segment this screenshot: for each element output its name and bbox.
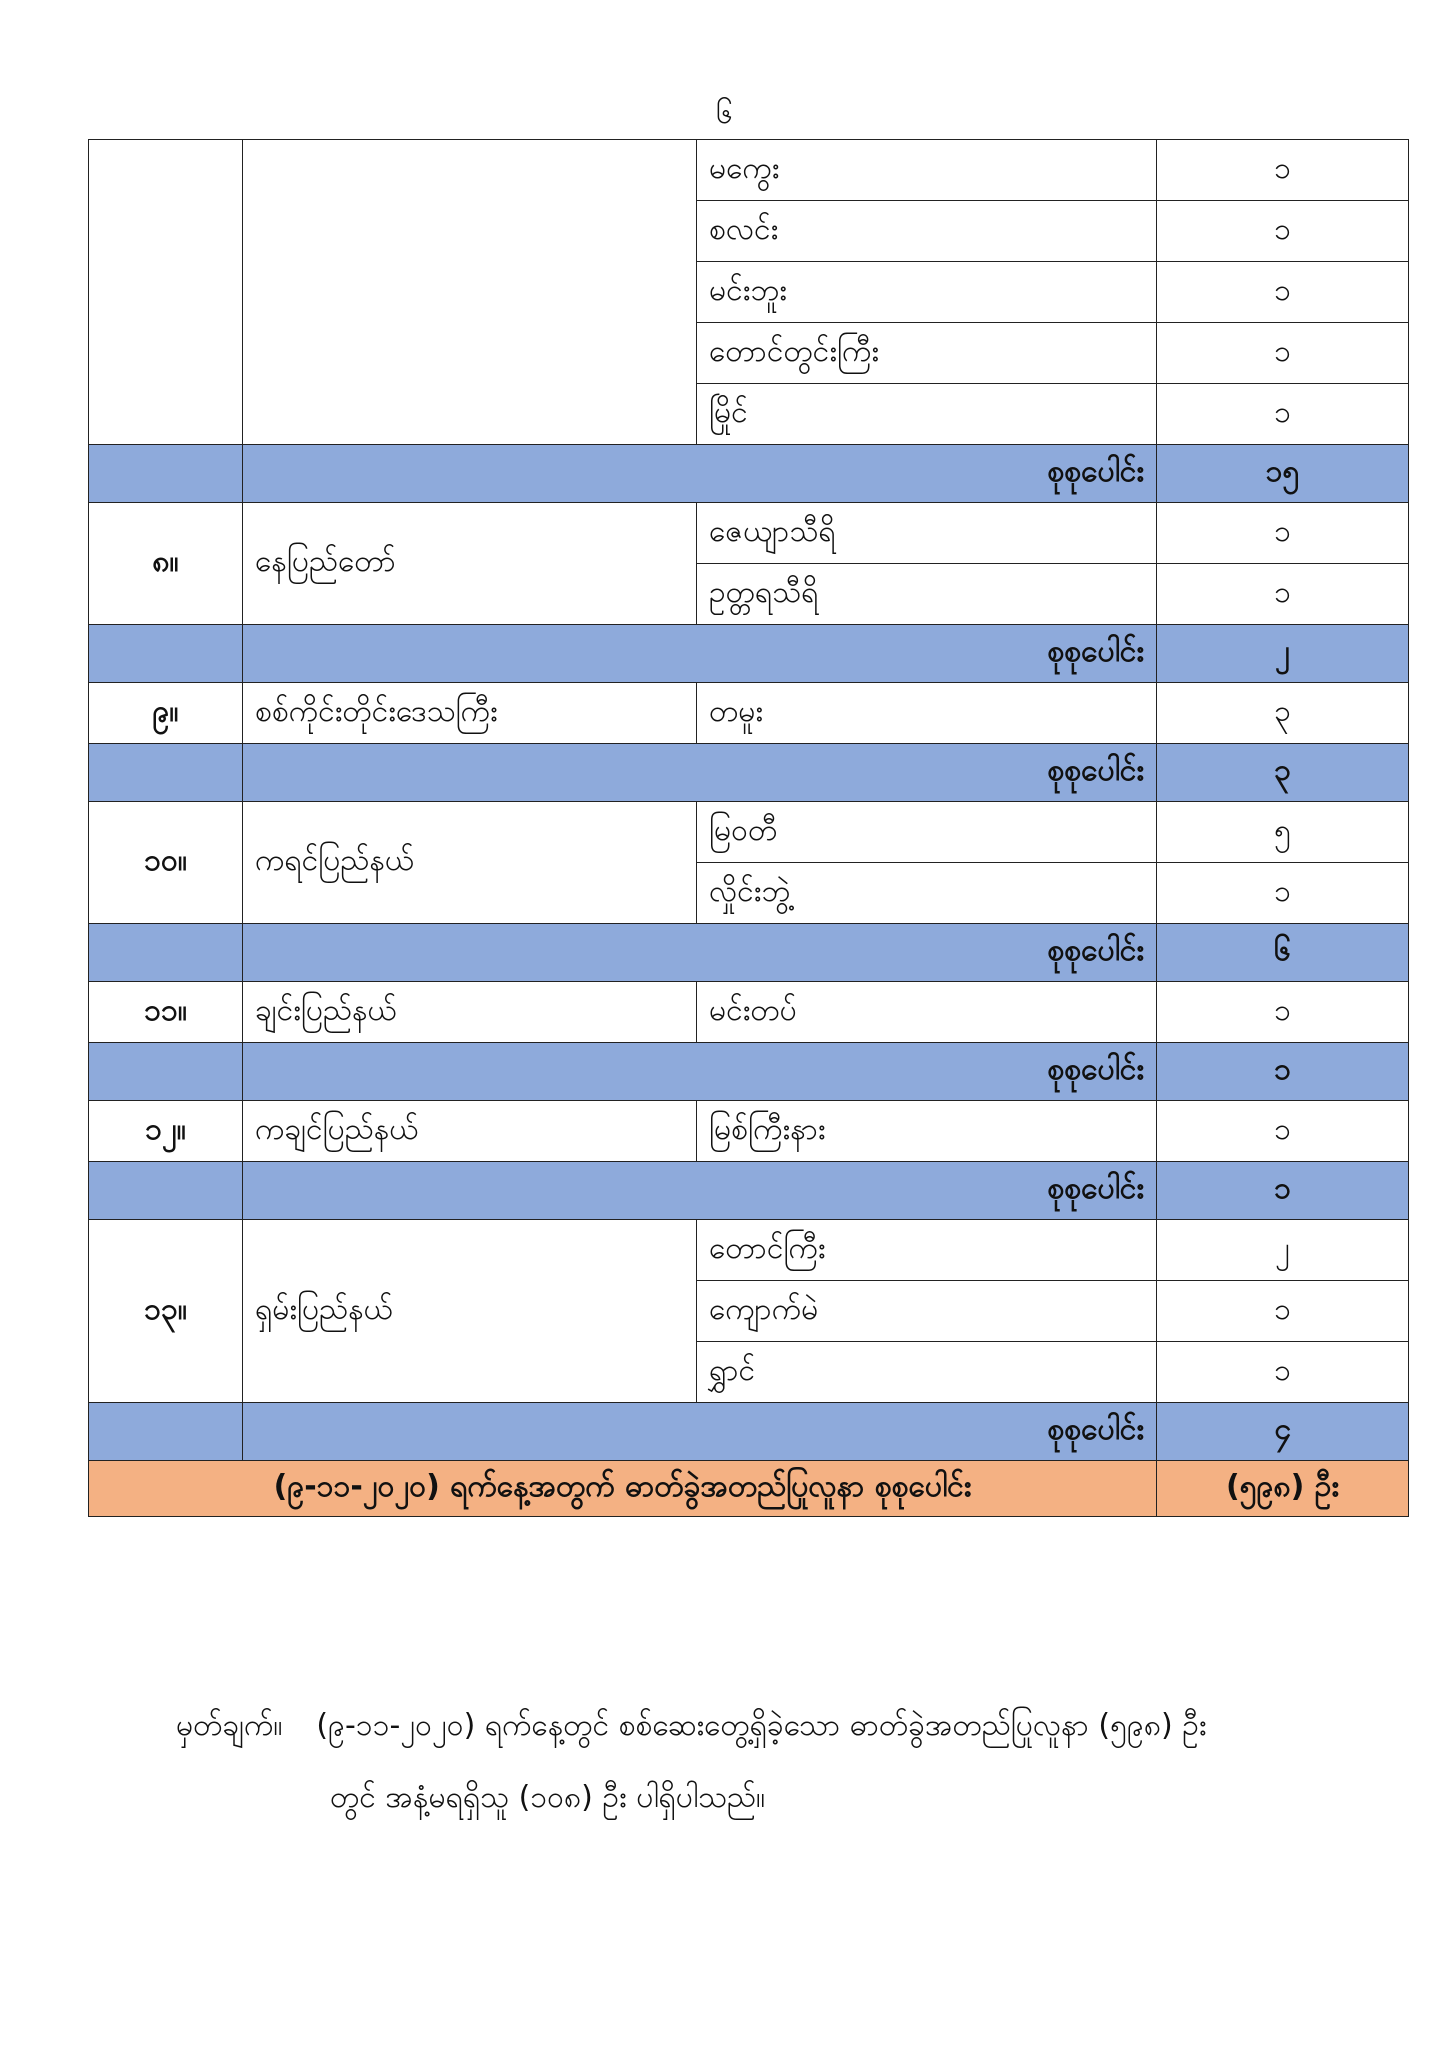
footnote-label: မှတ်ချက်။ <box>176 1708 283 1743</box>
township-name: ရွှာင် <box>697 1342 1157 1403</box>
subtotal-label: စုစုပေါင်း <box>243 625 1157 683</box>
region-name: ရှမ်းပြည်နယ် <box>243 1220 697 1403</box>
case-count: ၁ <box>1157 1101 1409 1162</box>
case-count: ၁ <box>1157 982 1409 1043</box>
township-name: စလင်း <box>697 201 1157 262</box>
case-count: ၁ <box>1157 201 1409 262</box>
region-name: ကရင်ပြည်နယ် <box>243 802 697 924</box>
subtotal-blank-cell <box>89 445 243 503</box>
table-row <box>89 1220 1409 1281</box>
table-body <box>89 140 1409 1517</box>
row-number: ၁၀။ <box>89 802 243 924</box>
row-number <box>89 140 243 445</box>
subtotal-row <box>89 1043 1409 1101</box>
subtotal-value: ၁၅ <box>1157 445 1409 503</box>
subtotal-blank-cell <box>89 924 243 982</box>
region-name: စစ်ကိုင်းတိုင်းဒေသကြီး <box>243 683 697 744</box>
subtotal-blank-cell <box>89 1403 243 1461</box>
page-number: ၆ <box>716 96 733 131</box>
case-count: ၃ <box>1157 683 1409 744</box>
row-number: ၉။ <box>89 683 243 744</box>
case-count: ၁ <box>1157 564 1409 625</box>
table-row <box>89 982 1409 1043</box>
township-name: မင်းဘူး <box>697 262 1157 323</box>
subtotal-row <box>89 744 1409 802</box>
case-count: ၅ <box>1157 802 1409 863</box>
row-number: ၈။ <box>89 503 243 625</box>
subtotal-blank-cell <box>89 1043 243 1101</box>
subtotal-blank-cell <box>89 744 243 802</box>
township-name: ဇေယျာသီရိ <box>697 503 1157 564</box>
region-name: ကချင်ပြည်နယ် <box>243 1101 697 1162</box>
subtotal-label: စုစုပေါင်း <box>243 924 1157 982</box>
grand-total-label: (၉-၁၁-၂၀၂၀) ရက်နေ့အတွက် ဓာတ်ခွဲအတည်ပြုလူနာ စုစုပေါင်း <box>89 1461 1157 1517</box>
subtotal-label: စုစုပေါင်း <box>243 445 1157 503</box>
grand-total-value: (၅၉၈) ဦး <box>1157 1461 1409 1517</box>
subtotal-value: ၄ <box>1157 1403 1409 1461</box>
township-name: မြိုင် <box>697 384 1157 445</box>
footnote <box>176 1690 1386 1834</box>
subtotal-row <box>89 924 1409 982</box>
township-name: တောင်ကြီး <box>697 1220 1157 1281</box>
case-count: ၁ <box>1157 1342 1409 1403</box>
row-number: ၁၃။ <box>89 1220 243 1403</box>
row-number: ၁၂။ <box>89 1101 243 1162</box>
subtotal-value: ၃ <box>1157 744 1409 802</box>
township-name: မြဝတီ <box>697 802 1157 863</box>
subtotal-label: စုစုပေါင်း <box>243 1043 1157 1101</box>
subtotal-row <box>89 1162 1409 1220</box>
subtotal-value: ၂ <box>1157 625 1409 683</box>
region-name: ချင်းပြည်နယ် <box>243 982 697 1043</box>
township-name: မကွေး <box>697 140 1157 201</box>
table-row <box>89 1101 1409 1162</box>
footnote-line-2: တွင် အနံ့မရရှိသူ (၁၀၈) ဦး ပါရှိပါသည်။ <box>330 1780 766 1815</box>
subtotal-row <box>89 445 1409 503</box>
township-name: တောင်တွင်းကြီး <box>697 323 1157 384</box>
table-row <box>89 503 1409 564</box>
township-name: မင်းတပ် <box>697 982 1157 1043</box>
subtotal-blank-cell <box>89 1162 243 1220</box>
subtotal-value: ၁ <box>1157 1162 1409 1220</box>
township-name: မြစ်ကြီးနား <box>697 1101 1157 1162</box>
case-count: ၁ <box>1157 1281 1409 1342</box>
table-row <box>89 802 1409 863</box>
case-count: ၁ <box>1157 863 1409 924</box>
covid-cases-table <box>88 139 1409 1517</box>
case-count: ၁ <box>1157 384 1409 445</box>
township-name: ဥတ္တရသီရိ <box>697 564 1157 625</box>
case-count: ၁ <box>1157 323 1409 384</box>
footnote-text-1: (၉-၁၁-၂၀၂၀) ရက်နေ့တွင် စစ်ဆေးတွေ့ရှိခဲ့သော ဓာတ်ခွဲအတည်ပြုလူနာ (၅၉၈) ဦး <box>316 1708 1207 1743</box>
footnote-line-1 <box>176 1690 1386 1762</box>
subtotal-label: စုစုပေါင်း <box>243 1403 1157 1461</box>
subtotal-label: စုစုပေါင်း <box>243 1162 1157 1220</box>
township-name: ကျောက်မဲ <box>697 1281 1157 1342</box>
subtotal-row <box>89 1403 1409 1461</box>
township-name: တမူး <box>697 683 1157 744</box>
grand-total-row <box>89 1461 1409 1517</box>
subtotal-row <box>89 625 1409 683</box>
subtotal-label: စုစုပေါင်း <box>243 744 1157 802</box>
case-count: ၁ <box>1157 140 1409 201</box>
table-row <box>89 683 1409 744</box>
region-name <box>243 140 697 445</box>
table-row <box>89 140 1409 201</box>
region-name: နေပြည်တော် <box>243 503 697 625</box>
subtotal-value: ၁ <box>1157 1043 1409 1101</box>
row-number: ၁၁။ <box>89 982 243 1043</box>
subtotal-value: ၆ <box>1157 924 1409 982</box>
case-count: ၁ <box>1157 503 1409 564</box>
case-count: ၁ <box>1157 262 1409 323</box>
subtotal-blank-cell <box>89 625 243 683</box>
township-name: လှိုင်းဘွဲ့ <box>697 863 1157 924</box>
case-count: ၂ <box>1157 1220 1409 1281</box>
